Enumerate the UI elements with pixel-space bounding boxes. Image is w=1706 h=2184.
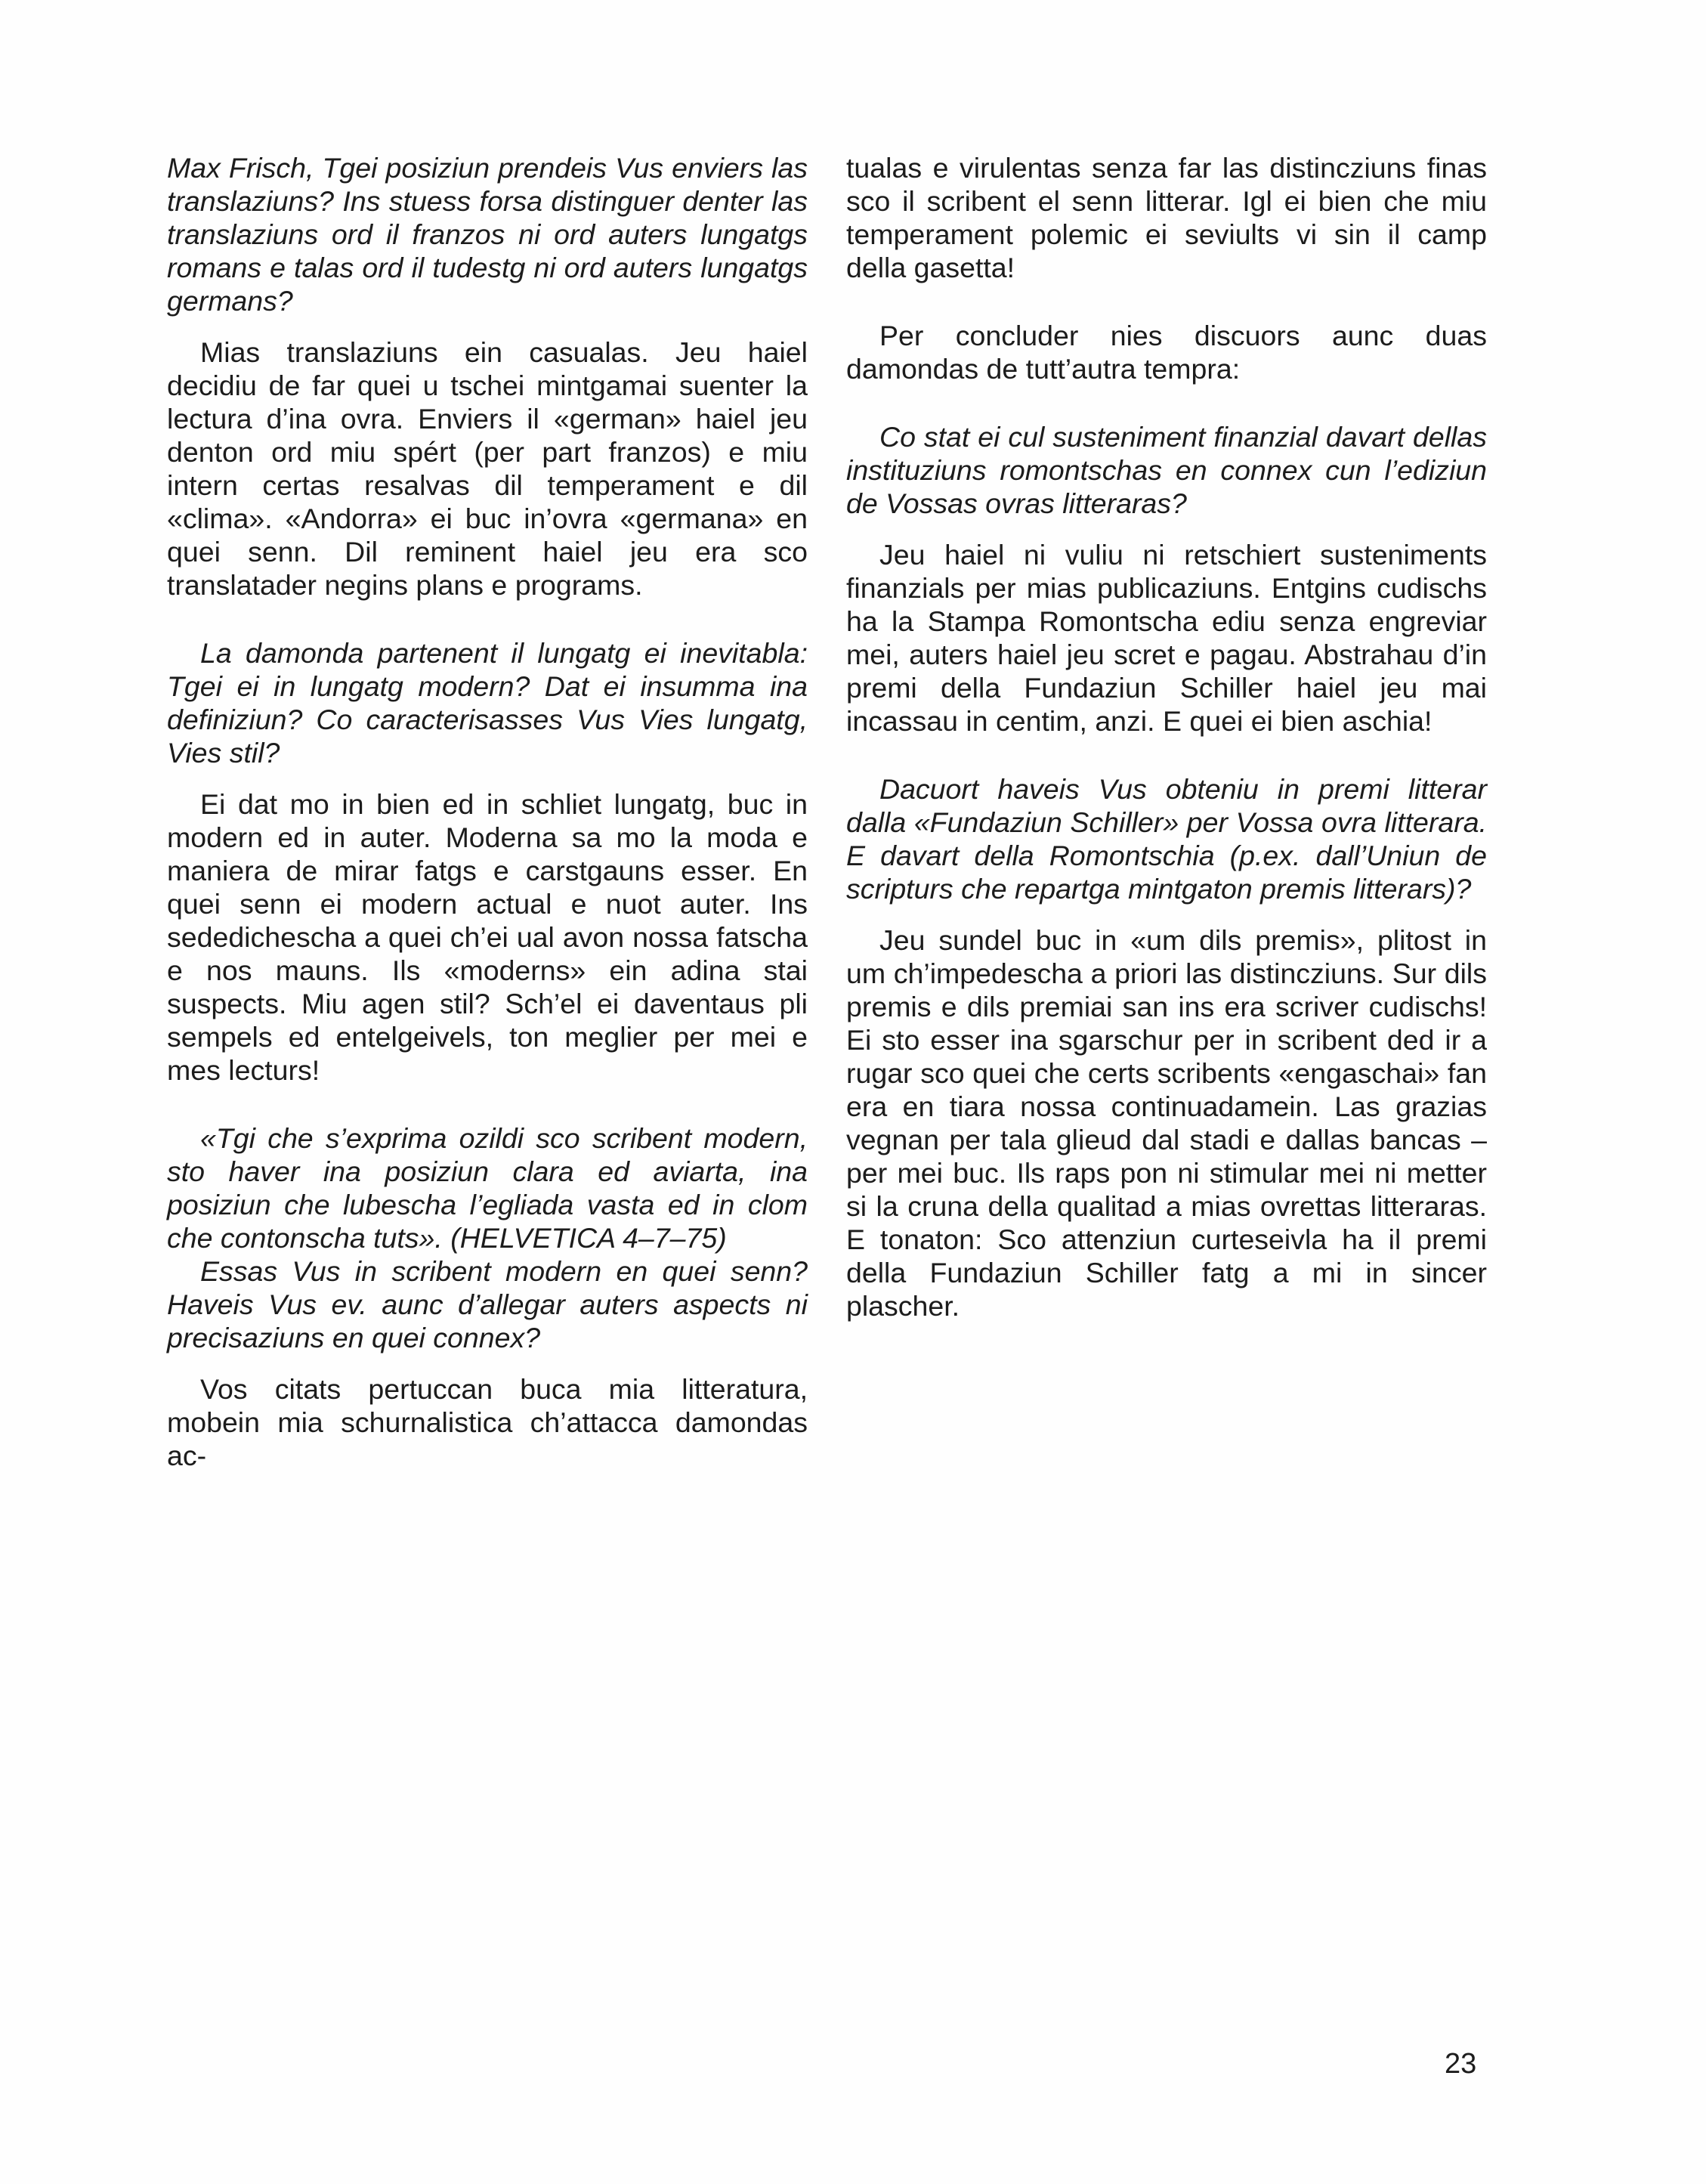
right-column [846,151,1487,1341]
answer-continued-paragraph: tualas e virulentas senza far las distincziuns finas sco il scribent el senn litterar. Igl ei bien che miu temperament polemic ei seviults vi sin il camp della gasetta! [846,152,1487,283]
question-paragraph: Dacuort haveis Vus obteniu in premi litterar dalla «Fundaziun Schiller» per Vossa ovra litterara. E davart della Romontschia (p.ex. dall’Uniun de scripturs che repartga mintgaton premis litterars)? [846,773,1487,905]
answer-paragraph: Ei dat mo in bien ed in schliet lungatg, buc in modern ed in auter. Moderna sa mo la moda e maniera de mirar fatgs e carstgauns esser. En quei senn ei modern actual e nuot auter. Ins sededichescha a quei ch’ei ual avon nossa fatscha e nos mauns. Ils «moderns» ein adina stai suspects. Miu agen stil? Sch’el ei daventaus pli sempels ed entelgeivels, ton meglier per mei e mes lecturs! [167,788,808,1086]
quotation-paragraph: «Tgi che s’exprima ozildi sco scribent modern, sto haver ina posiziun clara ed aviarta, ina posiziun che lubescha l’egliada vasta ed in clom che contonscha tuts». (HELVETICA 4–7–75) [167,1122,808,1254]
answer-paragraph: Mias translaziuns ein casualas. Jeu haiel decidiu de far quei u tschei mintgamai suenter la lectura d’ina ovra. Enviers il «german» haiel jeu denton ord miu spért (per part franzos) e miu intern certas resalvas dil temperament e dil «clima». «Andorra» ei buc in’ovra «germana» en quei senn. Dil reminent haiel jeu era sco translatader negins plans e programs. [167,336,808,601]
answer-paragraph: Jeu sundel buc in «um dils premis», plitost in um ch’impedescha a priori las distincziuns. Sur dils premis e dils premiai san ins era scriver cudischs! Ei sto esser ina sgarschur per in scribent ded ir a rugar sco quei che certs scribents «engaschai» fan era en tiara nossa continuadamein. Las grazias vegnan per tala glieud dal stadi e dallas bancas – per mei buc. Ils raps pon ni stimular mei ni metter si la cruna della qualitad a mias ovrettas litteraras. E tonaton: Sco attenziun curteseivla ha il premi della Fundaziun Schiller fatg a mi in sincer plascher. [846,924,1487,1322]
left-column [167,151,808,1490]
question-paragraph: La damonda partenent il lungatg ei inevitabla: Tgei ei in lungatg modern? Dat ei insumma ina definiziun? Co caracterisasses Vus Vies lungatg, Vies stil? [167,637,808,769]
question-paragraph: Essas Vus in scribent modern en quei senn? Haveis Vus ev. aunc d’allegar auters aspects ni precisaziuns en quei connex? [167,1255,808,1353]
page-number: 23 [1445,2048,1477,2080]
question-paragraph: Max Frisch, Tgei posiziun prendeis Vus enviers las translaziuns? Ins stuess forsa distinguer denter las translaziuns ord il franzos ni ord auters lungatgs romans e talas ord il tudestg ni ord auters lungatgs germans? [167,152,808,317]
answer-paragraph: Jeu haiel ni vuliu ni retschiert susteniments finanzials per mias publicaziuns. Entgins cudischs ha la Stampa Romontscha ediu senza engreviar mei, auters haiel jeu scret e pagau. Abstrahau d’in premi della Fundaziun Schiller haiel jeu mai incassau in centim, anzi. E quei ei bien aschia! [846,539,1487,737]
question-paragraph: Co stat ei cul susteniment finanzial davart dellas instituziuns romontschas en connex cun l’ediziun de Vossas ovras litteraras? [846,421,1487,519]
answer-paragraph: Vos citats pertuccan buca mia litteratura, mobein mia schurnalistica ch’attacca damondas ac- [167,1373,808,1471]
answer-paragraph: Per concluder nies discuors aunc duas damondas de tutt’autra tempra: [846,320,1487,385]
